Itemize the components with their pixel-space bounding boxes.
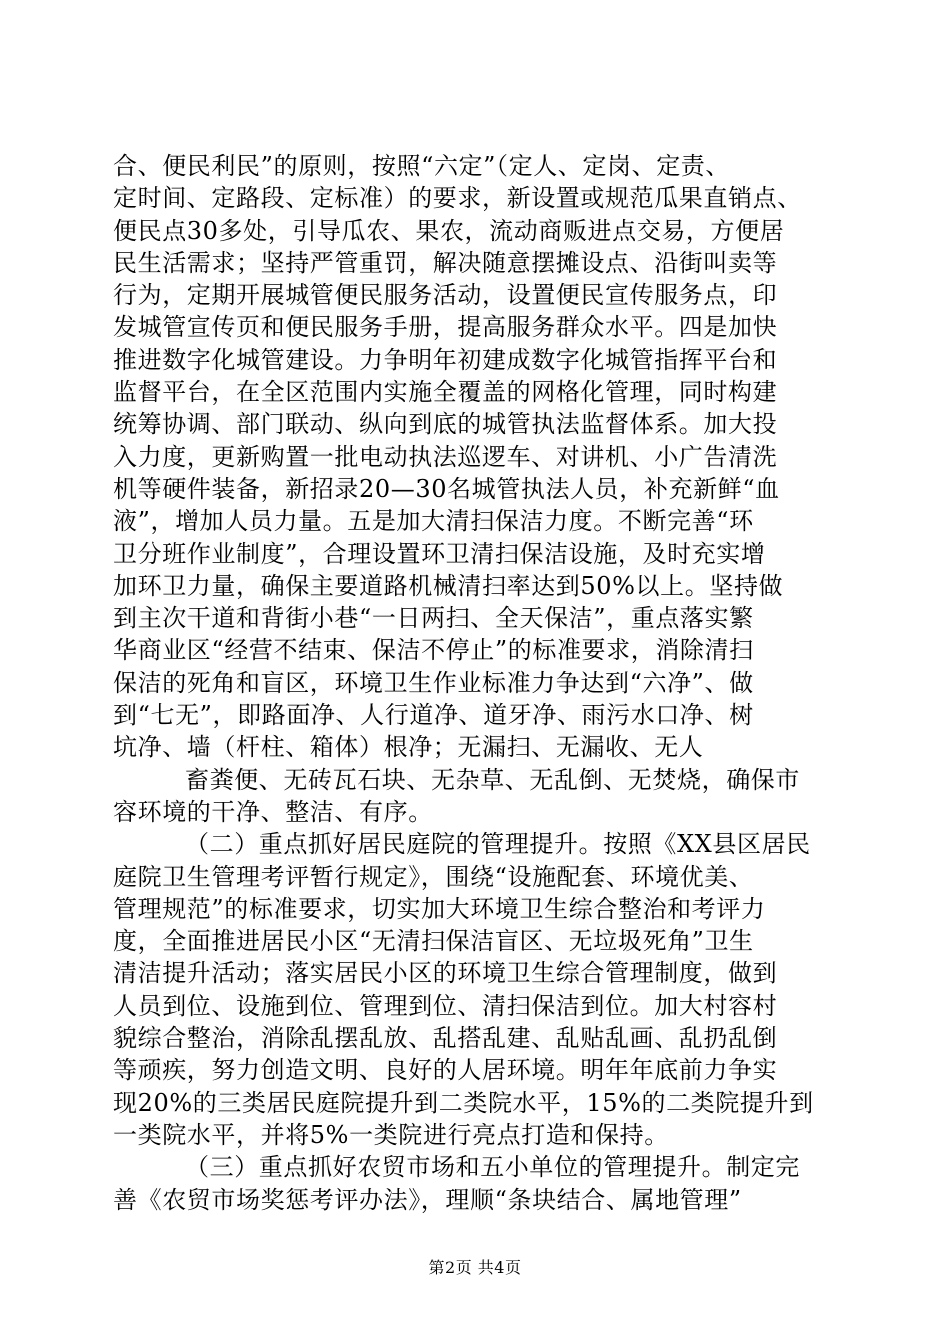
text-line: 坑净、墙（杆柱、箱体）根净；无漏扫、无漏收、无人 (113, 733, 704, 762)
text-line: 加环卫力量，确保主要道路机械清扫率达到50%以上。坚持做 (113, 571, 784, 600)
text-line: 液”，增加人员力量。五是加大清扫保洁力度。不断完善“环 (113, 507, 754, 536)
text-line: 容环境的干净、整洁、有序。 (113, 797, 433, 826)
text-line: 善《农贸市场奖惩考评办法》，理顺“条块结合、属地管理” (113, 1185, 742, 1214)
text-line: 人员到位、设施到位、管理到位、清扫保洁到位。加大村容村 (113, 991, 778, 1020)
text-line: 统筹协调、部门联动、纵向到底的城管执法监督体系。加大投 (113, 410, 778, 439)
text-line: 保洁的死角和盲区，环境卫生作业标准力争达到“六净”、做 (113, 668, 754, 697)
text-line: 貌综合整治，消除乱摆乱放、乱搭乱建、乱贴乱画、乱扔乱倒 (113, 1024, 778, 1053)
text-line: 机等硬件装备，新招录20—30名城管执法人员，补充新鲜“血 (113, 474, 780, 503)
text-line: 便民点30多处，引导瓜农、果农，流动商贩进点交易，方便居 (113, 216, 785, 245)
text-line: 华商业区“经营不结束、保洁不停止”的标准要求，消除清扫 (113, 636, 754, 665)
text-line: 民生活需求；坚持严管重罚，解决随意摆摊设点、沿街叫卖等 (113, 248, 778, 277)
text-line: 推进数字化城管建设。力争明年初建成数字化城管指挥平台和 (113, 345, 778, 374)
text-line: 一类院水平，并将5%一类院进行亮点打造和保持。 (113, 1120, 669, 1149)
paragraph-start-line: （三）重点抓好农贸市场和五小单位的管理提升。制定完 (185, 1153, 800, 1182)
text-line: 畜粪便、无砖瓦石块、无杂草、无乱倒、无焚烧，确保市 (185, 765, 800, 794)
text-line: 行为，定期开展城管便民服务活动，设置便民宣传服务点，印 (113, 281, 778, 310)
paragraph-start-line: （二）重点抓好居民庭院的管理提升。按照《XX县区居民 (185, 830, 811, 859)
text-line: 等顽疾，努力创造文明、良好的人居环境。明年年底前力争实 (113, 1056, 778, 1085)
text-line: 合、便民利民”的原则，按照“六定”（定人、定岗、定责、 (113, 152, 731, 180)
body-text (113, 150, 838, 1216)
text-line: 管理规范”的标准要求，切实加大环境卫生综合整治和考评力 (113, 894, 766, 923)
page-footer: 第2页 共4页 (428, 1258, 522, 1277)
text-line: 到“七无”，即路面净、人行道净、道牙净、雨污水口净、树 (113, 701, 754, 730)
text-line: 清洁提升活动；落实居民小区的环境卫生综合管理制度，做到 (113, 959, 778, 988)
text-line: 定时间、定路段、定标准）的要求，新设置或规范瓜果直销点、 (113, 184, 802, 213)
text-line: 发城管宣传页和便民服务手册，提高服务群众水平。四是加快 (113, 313, 778, 342)
text-line: 庭院卫生管理考评暂行规定》，围绕“设施配套、环境优美、 (113, 862, 754, 891)
text-line: 卫分班作业制度”，合理设置环卫清扫保洁设施，及时充实增 (113, 539, 766, 568)
text-line: 监督平台，在全区范围内实施全覆盖的网格化管理，同时构建 (113, 378, 778, 407)
text-line: 现20%的三类居民庭院提升到二类院水平，15%的二类院提升到 (113, 1088, 814, 1117)
text-line: 入力度，更新购置一批电动执法巡逻车、对讲机、小广告清洗 (113, 442, 778, 471)
text-line: 度，全面推进居民小区“无清扫保洁盲区、无垃圾死角”卫生 (113, 927, 754, 956)
text-line: 到主次干道和背街小巷“一日两扫、全天保洁”，重点落实繁 (113, 604, 754, 633)
